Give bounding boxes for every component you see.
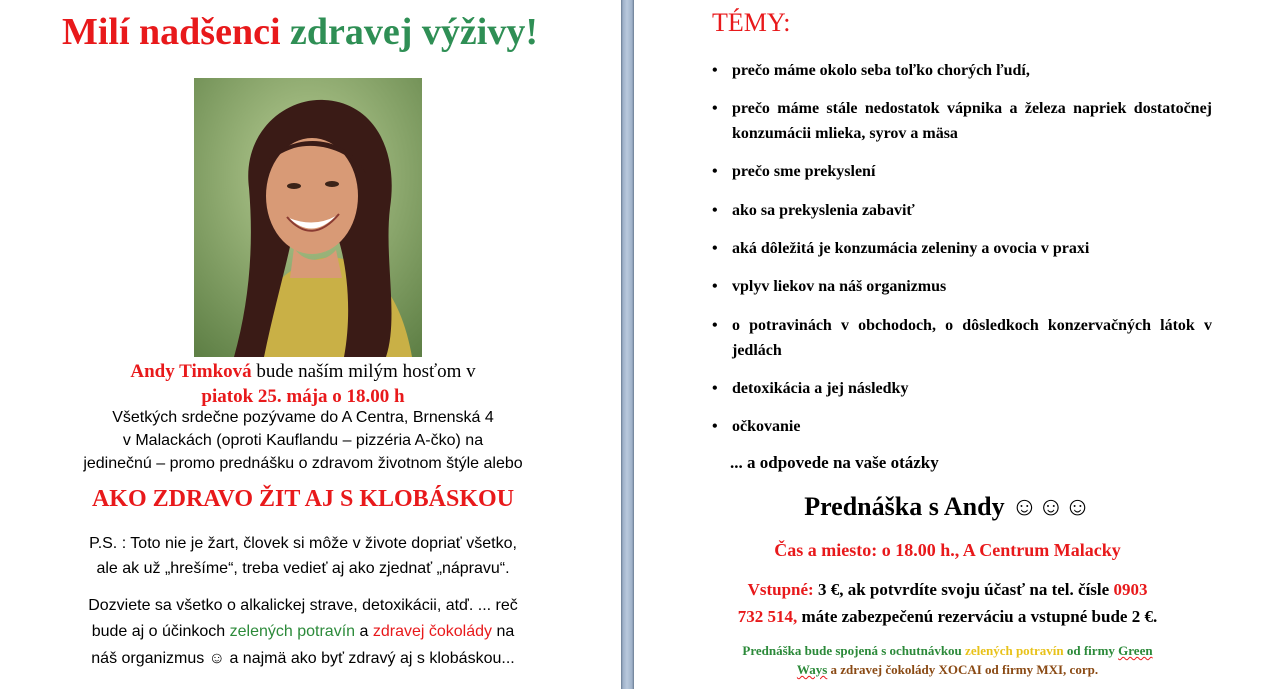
host-photo	[194, 78, 422, 357]
topic-item	[712, 236, 1212, 261]
details-line-2	[0, 623, 606, 641]
topic-item	[712, 198, 1212, 223]
bullet-icon: •	[712, 163, 718, 180]
price-text: máte zabezpečenú rezerváciu a vstupné bude 2 €.	[801, 607, 1158, 626]
topic-item	[712, 159, 1212, 184]
bullet-icon: •	[712, 100, 718, 117]
price-label: Vstupné:	[747, 580, 814, 599]
details-text: na	[496, 623, 515, 640]
topic-text: o potravinách v obchodoch, o dôsledkoch konzervačných látok v jedlách	[732, 317, 1212, 359]
details-text: bude aj o účinkoch	[91, 623, 226, 640]
topic-text: prečo máme stále nedostatok vápnika a železa napriek dostatočnej konzumácii mlieka, syrov a mäsa	[732, 100, 1212, 142]
topic-item	[712, 313, 1212, 363]
bullet-icon: •	[712, 202, 718, 219]
chocolate-text: zdravej čokolády	[372, 623, 493, 640]
slogan: AKO ZDRAVO ŽIT AJ S KLOBÁSKOU	[91, 486, 515, 512]
topic-text: očkovanie	[732, 418, 801, 435]
right-page	[634, 0, 1261, 689]
page-title	[0, 10, 600, 54]
topic-text: ako sa prekyslenia zabaviť	[732, 202, 915, 219]
ps-line-1: P.S. : Toto nie je žart, človek si môže v živote dopriať všetko,	[89, 535, 517, 552]
brand-name: Ways	[796, 662, 828, 677]
topic-text: aká dôležitá je konzumácia zeleniny a ovocia v praxi	[732, 240, 1090, 257]
left-page	[0, 0, 621, 689]
bullet-icon: •	[712, 62, 718, 79]
topic-item	[712, 414, 1212, 439]
price-line-2	[634, 607, 1261, 627]
headline-red: Milí nadšenci	[62, 11, 281, 53]
tasting-line-2	[634, 662, 1261, 678]
brand-name: Green	[1118, 643, 1153, 658]
tasting-text: od firmy	[1066, 643, 1115, 658]
page-separator	[621, 0, 634, 689]
price-line-1	[634, 580, 1261, 600]
invite-line-venue: Všetkých srdečne pozývame do A Centra, Brnenská 4	[112, 409, 494, 426]
details-line-3: náš organizmus ☺ a najmä ako byť zdravý aj s klobáskou...	[91, 650, 515, 667]
bullet-icon: •	[712, 380, 718, 397]
tasting-line-1	[634, 643, 1261, 659]
topic-item	[712, 96, 1212, 146]
green-foods-text: zelených potravín	[229, 623, 356, 640]
bullet-icon: •	[712, 240, 718, 257]
price-text: 3 €, ak potvrdíte svoju účasť na tel. čísle	[817, 580, 1110, 599]
tasting-text: Prednáška bude spojená s ochutnávkou	[742, 643, 962, 658]
topic-item	[712, 274, 1212, 299]
event-date: piatok 25. mája o 18.00 h	[201, 386, 405, 407]
topic-text: detoxikácia a jej následky	[732, 380, 909, 397]
lecture-title: Prednáška s Andy ☺☺☺	[804, 492, 1091, 521]
closing-line: ... a odpovede na vaše otázky	[730, 453, 939, 472]
details-line-1: Dozviete sa všetko o alkalickej strave, detoxikácii, atď. ... reč	[88, 597, 518, 614]
invite-host-line	[0, 361, 606, 383]
tasting-text: a zdravej čokolády XOCAI od firmy MXI, corp.	[830, 662, 1099, 677]
time-place: Čas a miesto: o 18.00 h., A Centrum Malacky	[774, 540, 1121, 560]
invite-line-location: v Malackách (oproti Kauflandu – pizzéria A-čko) na	[122, 432, 484, 449]
invite-line-lecture: jedinečnú – promo prednášku o zdravom životnom štýle alebo	[83, 455, 523, 472]
details-text: a	[359, 623, 369, 640]
host-text: bude naším milým hosťom v	[256, 361, 476, 382]
phone-number: 0903	[1113, 580, 1148, 599]
phone-number: 732 514,	[737, 607, 798, 626]
topic-item	[712, 58, 1212, 83]
topic-text: prečo sme prekyslení	[732, 163, 876, 180]
green-foods-text: zelených potravín	[965, 643, 1064, 658]
topic-item	[712, 376, 1212, 401]
bullet-icon: •	[712, 418, 718, 435]
ps-line-2: ale ak už „hrešíme“, treba vedieť aj ako zjednať „nápravu“.	[96, 560, 510, 577]
topics-title: TÉMY:	[712, 8, 791, 37]
topic-text: vplyv liekov na náš organizmus	[732, 278, 947, 295]
bullet-icon: •	[712, 278, 718, 295]
headline-green: zdravej výživy!	[290, 11, 538, 53]
host-name: Andy Timková	[130, 361, 252, 382]
bullet-icon: •	[712, 317, 718, 334]
topic-text: prečo máme okolo seba toľko chorých ľudí,	[732, 62, 1030, 79]
